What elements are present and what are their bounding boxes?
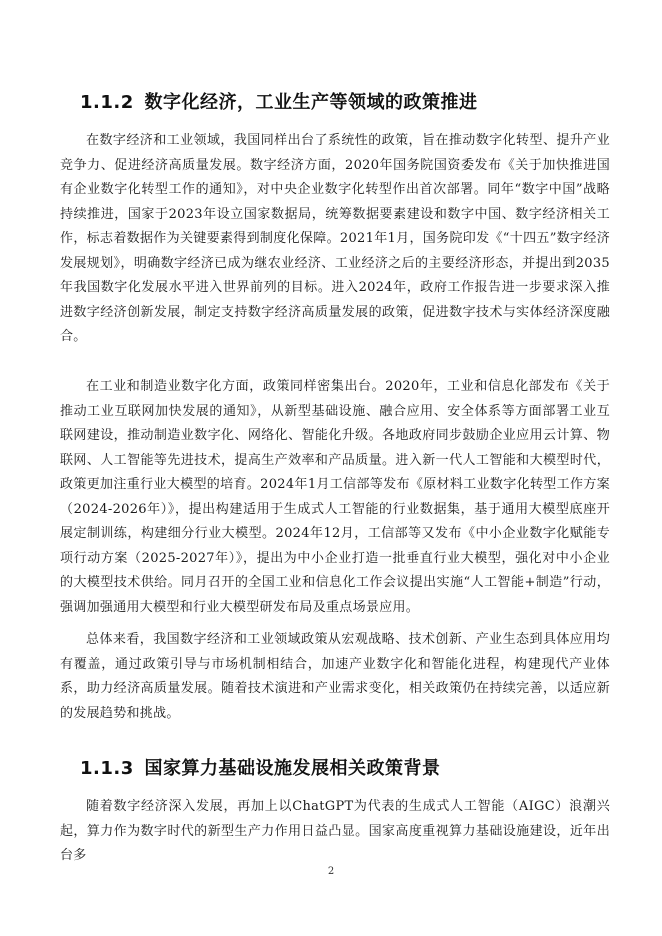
section-number: 1.1.2 bbox=[80, 92, 134, 113]
section-title: 国家算力基础设施发展相关政策背景 bbox=[144, 758, 441, 779]
paragraph-computing-power: 随着数字经济深入发展，再加上以ChatGPT为代表的生成式人工智能（AIGC）浪潮兴起，算力作为数字时代的新型生产力作用日益凸显。国家高度重视算力基础设施建设，近年出台多 bbox=[60, 799, 610, 863]
section-title: 数字化经济，工业生产等领域的政策推进 bbox=[144, 92, 478, 113]
section-heading-1-1-3 bbox=[80, 754, 441, 780]
section-heading-1-1-2 bbox=[80, 88, 478, 114]
section-number: 1.1.3 bbox=[80, 758, 134, 779]
paragraph-summary: 总体来看，我国数字经济和工业领域政策从宏观战略、技术创新、产业生态到具体应用均有覆盖，通过政策引导与市场机制相结合，加速产业数字化和智能化进程，构建现代产业体系，助力经济高质量发展。随着技术演进和产业需求变化，相关政策仍在持续完善，以适应新的发展趋势和挑战。 bbox=[60, 632, 610, 721]
paragraph-digital-economy: 在数字经济和工业领域，我国同样出台了系统性的政策，旨在推动数字化转型、提升产业竞争力、促进经济高质量发展。数字经济方面，2020年国务院国资委发布《关于加快推进国有企业数字化转型工作的通知》，对中央企业数字化转型作出首次部署。同年“数字中国”战略持续推进，国家于2023年设立国家数据局，统筹数据要素建设和数字中国、数字经济相关工作，标志着数据作为关键要素得到制度化保障。2021年1月，国务院印发《“十四五”数字经济发展规划》，明确数字经济已成为继农业经济、工业经济之后的主要经济形态，并提出到2035年我国数字化发展水平进入世界前列的目标。进入2024年，政府工作报告进一步要求深入推进数字经济创新发展，制定支持数字经济高质量发展的政策，促进数字技术与实体经济深度融合。 bbox=[60, 133, 610, 344]
page-number: 2 bbox=[327, 866, 335, 877]
paragraph-industrial-digitalization: 在工业和制造业数字化方面，政策同样密集出台。2020年，工业和信息化部发布《关于推动工业互联网加快发展的通知》，从新型基础设施、融合应用、安全体系等方面部署工业互联网建设，推动制造业数字化、网络化、智能化升级。各地政府同步鼓励企业应用云计算、物联网、人工智能等先进技术，提高生产效率和产品质量。进入新一代人工智能和大模型时代，政策更加注重行业大模型的培育。2024年1月工信部等发布《原材料工业数字化转型工作方案（2024-2026年）》，提出构建适用于生成式人工智能的行业数据集，基于通用大模型底座开展定制训练，构建细分行业大模型。2024年12月，工信部等又发布《中小企业数字化赋能专项行动方案（2025-2027年）》，提出为中小企业打造一批垂直行业大模型，强化对中小企业的大模型技术供给。同月召开的全国工业和信息化工作会议提出实施“人工智能+制造”行动，强调加强通用大模型和行业大模型研发布局及重点场景应用。 bbox=[60, 379, 610, 615]
